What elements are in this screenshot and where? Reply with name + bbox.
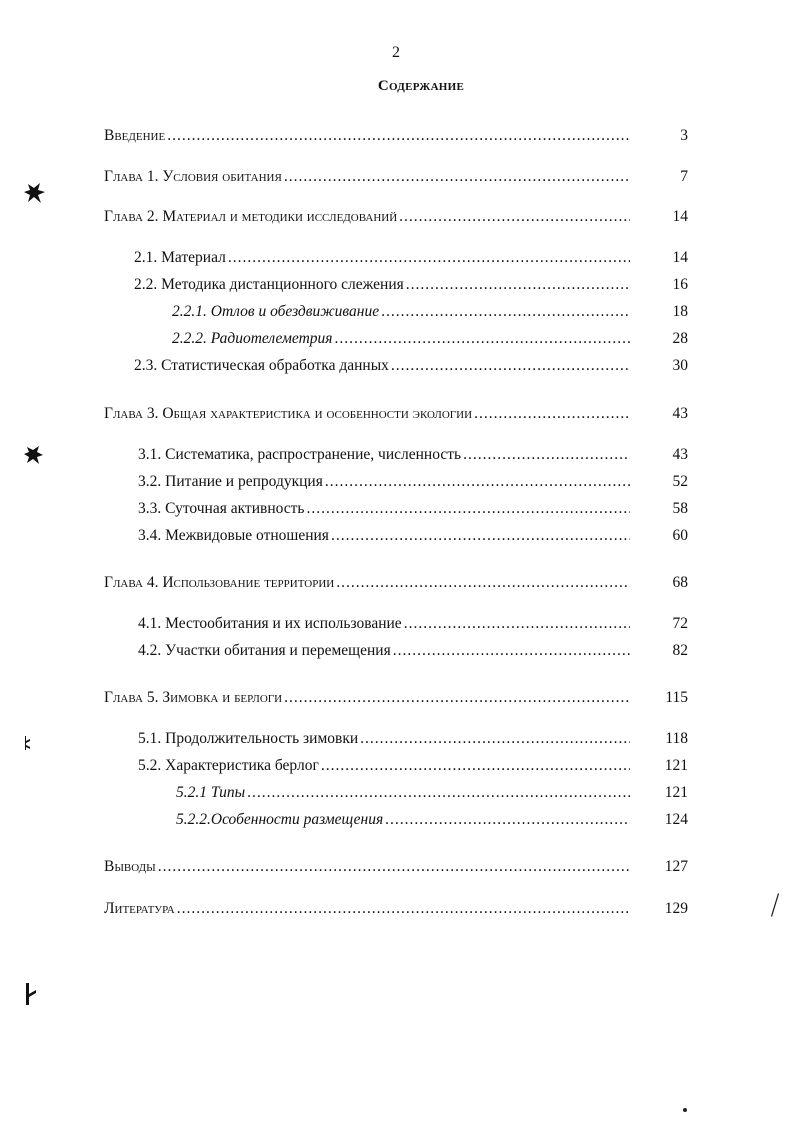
ink-blot-mark — [22, 443, 46, 467]
toc-leader-dots — [360, 730, 630, 748]
toc-entry-label: Введение — [104, 127, 166, 144]
toc-entry-label: Выводы — [104, 858, 156, 875]
toc-entry-page: 68 — [672, 574, 688, 591]
toc-entry-2-2[interactable] — [134, 276, 688, 298]
toc-entry-chapter-1[interactable] — [104, 168, 688, 190]
toc-entry-label: 4.2. Участки обитания и перемещения — [138, 642, 391, 659]
scan-mark — [770, 892, 780, 918]
toc-entry-5-2-2[interactable] — [176, 811, 688, 833]
toc-entry-page: 43 — [672, 405, 688, 422]
toc-entry-chapter-3[interactable] — [104, 405, 688, 427]
scan-mark — [22, 735, 32, 751]
toc-entry-4-1[interactable] — [138, 615, 688, 637]
toc-leader-dots — [406, 276, 630, 294]
toc-leader-dots — [463, 446, 630, 464]
toc-entry-label: 5.2. Характеристика берлог — [138, 757, 319, 774]
toc-entry-label: 5.2.2.Особенности размещения — [176, 811, 384, 828]
toc-entry-page: 3 — [680, 127, 688, 144]
toc-leader-dots — [228, 249, 630, 267]
toc-leader-dots — [306, 500, 630, 518]
toc-entry-page: 118 — [665, 730, 688, 747]
toc-entry-label: Глава 3. Общая характеристика и особенности экологии — [104, 405, 473, 422]
toc-entry-label: 2.2. Методика дистанционного слежения — [134, 276, 404, 293]
toc-entry-page: 43 — [672, 446, 688, 463]
toc-entry-page: 58 — [672, 500, 688, 517]
toc-entry-label: Глава 1. Условия обитания — [104, 168, 282, 185]
toc-leader-dots — [474, 405, 630, 423]
toc-leader-dots — [331, 527, 630, 545]
toc-entry-literature[interactable] — [104, 900, 688, 922]
toc-entry-3-4[interactable] — [138, 527, 688, 549]
toc-entry-page: 127 — [664, 858, 688, 875]
toc-entry-page: 72 — [672, 615, 688, 632]
toc-entry-page: 121 — [664, 784, 688, 801]
toc-entry-page: 14 — [672, 249, 688, 266]
toc-entry-page: 60 — [672, 527, 688, 544]
toc-entry-conclusions[interactable] — [104, 858, 688, 880]
toc-entry-2-2-2[interactable] — [172, 330, 688, 352]
toc-entry-label: Глава 5. Зимовка и берлоги — [104, 689, 283, 706]
toc-entry-label: 3.1. Систематика, распространение, численность — [138, 446, 462, 463]
toc-leader-dots — [167, 127, 630, 145]
toc-entry-label: Глава 2. Материал и методики исследований — [104, 208, 398, 225]
toc-entry-label: 3.2. Питание и репродукция — [138, 473, 323, 490]
toc-entry-chapter-5[interactable] — [104, 689, 688, 711]
page-title: Содержание — [377, 78, 465, 94]
toc-leader-dots — [247, 784, 630, 802]
toc-entry-chapter-4[interactable] — [104, 574, 688, 596]
toc-entry-page: 28 — [672, 330, 688, 347]
toc-entry-label: 5.1. Продолжительность зимовки — [138, 730, 359, 747]
toc-entry-4-2[interactable] — [138, 642, 688, 664]
toc-leader-dots — [385, 811, 630, 829]
toc-entry-2-2-1[interactable] — [172, 303, 688, 325]
toc-leader-dots — [158, 858, 630, 876]
toc-entry-label: 3.3. Суточная активность — [138, 500, 305, 517]
toc-entry-label: 2.3. Статистическая обработка данных — [134, 357, 389, 374]
toc-leader-dots — [399, 208, 630, 226]
toc-leader-dots — [393, 642, 630, 660]
toc-entry-5-2[interactable] — [138, 757, 688, 779]
toc-entry-label: 2.2.2. Радиотелеметрия — [172, 330, 333, 347]
toc-leader-dots — [177, 900, 630, 918]
toc-entry-label: 3.4. Межвидовые отношения — [138, 527, 329, 544]
toc-entry-5-1[interactable] — [138, 730, 688, 752]
toc-entry-2-1[interactable] — [134, 249, 688, 271]
toc-entry-3-1[interactable] — [138, 446, 688, 468]
toc-entry-page: 82 — [672, 642, 688, 659]
toc-entry-chapter-2[interactable] — [104, 208, 688, 230]
page-number: 2 — [392, 44, 400, 61]
toc-entry-page: 115 — [665, 689, 688, 706]
toc-entry-page: 7 — [680, 168, 688, 185]
toc-entry-label: Глава 4. Использование территории — [104, 574, 335, 591]
toc-entry-page: 30 — [672, 357, 688, 374]
toc-leader-dots — [284, 689, 630, 707]
toc-entry-label: Литература — [104, 900, 175, 917]
toc-entry-page: 52 — [672, 473, 688, 490]
toc-entry-page: 18 — [672, 303, 688, 320]
toc-leader-dots — [325, 473, 630, 491]
toc-entry-page: 121 — [664, 757, 688, 774]
toc-entry-label: 2.2.1. Отлов и обездвиживание — [172, 303, 380, 320]
toc-entry-5-2-1[interactable] — [176, 784, 688, 806]
scan-dot — [682, 1107, 688, 1113]
toc-entry-introduction[interactable] — [104, 127, 688, 149]
toc-entry-page: 16 — [672, 276, 688, 293]
toc-leader-dots — [391, 357, 630, 375]
toc-entry-page: 129 — [664, 900, 688, 917]
toc-entry-label: 4.1. Местообитания и их использование — [138, 615, 402, 632]
toc-leader-dots — [381, 303, 630, 321]
toc-leader-dots — [404, 615, 630, 633]
toc-leader-dots — [335, 330, 630, 348]
toc-entry-2-3[interactable] — [134, 357, 688, 379]
scan-mark — [24, 982, 38, 1006]
toc-entry-page: 14 — [672, 208, 688, 225]
toc-entry-label: 2.1. Материал — [134, 249, 226, 266]
toc-entry-page: 124 — [664, 811, 688, 828]
toc-entry-3-3[interactable] — [138, 500, 688, 522]
toc-entry-3-2[interactable] — [138, 473, 688, 495]
ink-blot-mark — [22, 180, 48, 206]
toc-entry-label: 5.2.1 Типы — [176, 784, 246, 801]
toc-leader-dots — [336, 574, 630, 592]
toc-leader-dots — [321, 757, 630, 775]
toc-leader-dots — [284, 168, 630, 186]
